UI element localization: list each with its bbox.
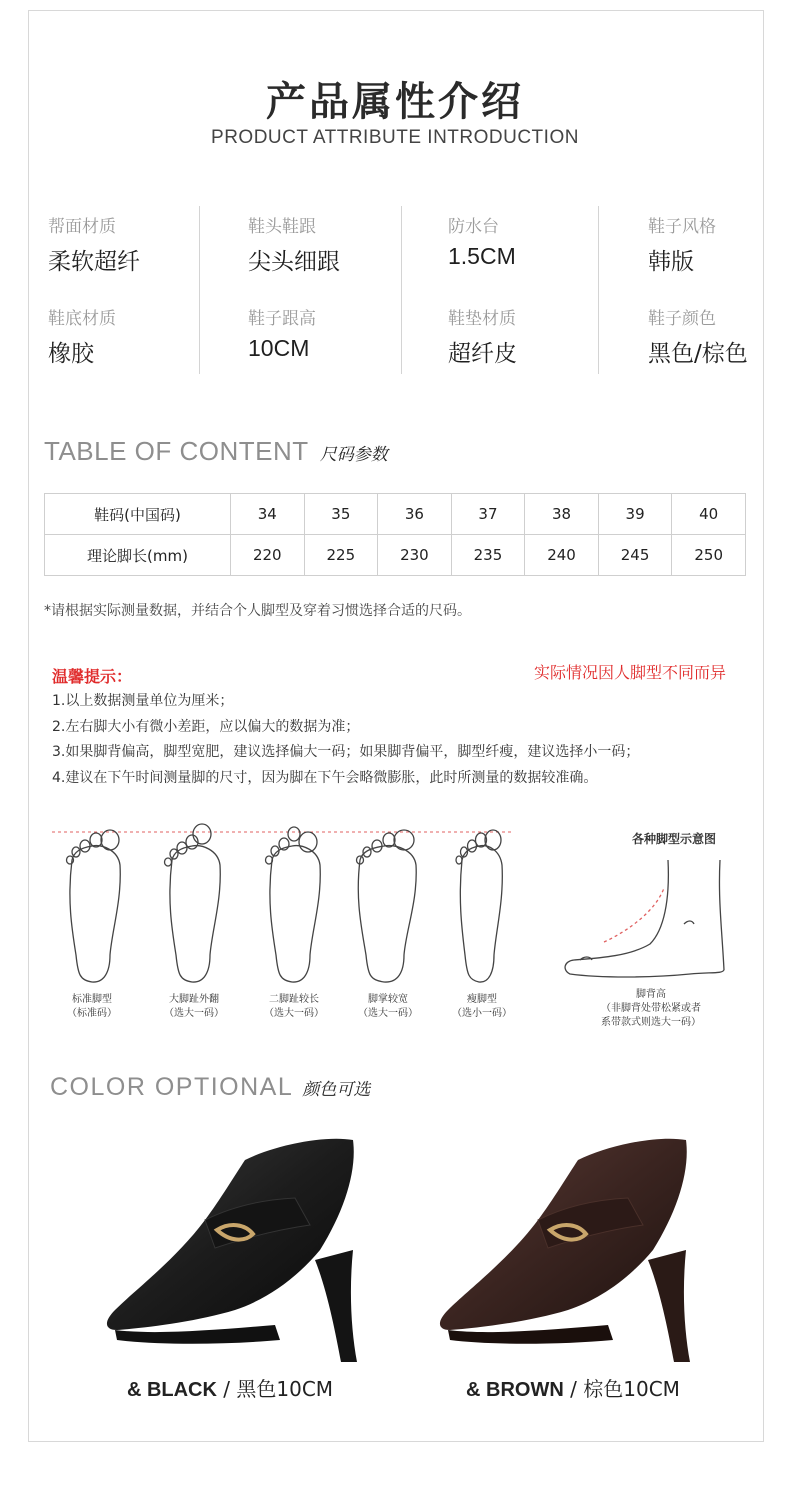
foot-type-advice: （选大一码）: [358, 1008, 418, 1019]
size-note: *请根据实际测量数据，并结合个人脚型及穿着习惯选择合适的尺码。: [44, 603, 471, 619]
tip-item: 1.以上数据测量单位为厘米；: [52, 693, 234, 709]
column-divider: [598, 206, 599, 374]
size-table: [44, 493, 746, 576]
foot-type-advice: （选大一码）: [164, 1008, 224, 1019]
side-foot-advice: （非脚背处带松紧或者: [601, 1003, 701, 1014]
attr-value: 10CM: [248, 335, 310, 361]
color-section-title-cn: 颜色可选: [302, 1080, 371, 1100]
page-title: 产品属性介绍: [266, 79, 524, 125]
tip-item: 3.如果脚背偏高，脚型宽肥，建议选择偏大一码；如果脚背偏平，脚型纤瘦，建议选择小一码；: [52, 744, 640, 760]
foot-outline-icon: [165, 824, 221, 982]
size-section-title-cn: 尺码参数: [319, 445, 388, 465]
foot-type-name: 瘦脚型: [467, 994, 497, 1005]
foot-outline-icon: [67, 830, 121, 982]
attr-label: 鞋底材质: [48, 309, 116, 329]
tips-title: 温馨提示：: [52, 667, 133, 686]
attr-value: 超纤皮: [448, 341, 517, 367]
table-cell: 40: [672, 494, 746, 535]
attr-label: 鞋垫材质: [448, 309, 516, 329]
tip-item: 4.建议在下午时间测量脚的尺寸，因为脚在下午会略微膨胀，此时所测量的数据较准确。: [52, 770, 598, 786]
foot-type-caption: [338, 993, 438, 1021]
black-shoe-image: [95, 1130, 370, 1370]
table-row: [45, 494, 746, 535]
table-cell: 34: [231, 494, 305, 535]
foot-type-advice: （标准码）: [67, 1008, 117, 1019]
foot-types-side-title: 各种脚型示意图: [632, 832, 717, 846]
color-section-title: [50, 1073, 370, 1102]
foot-type-name: 脚掌较宽: [368, 994, 408, 1005]
attr-value: 1.5CM: [448, 243, 516, 269]
tip-item: 2.左右脚大小有微小差距，应以偏大的数据为准；: [52, 719, 360, 735]
color-caption-black: [85, 1373, 375, 1402]
attr-value: 韩版: [648, 249, 694, 275]
table-row: [45, 535, 746, 576]
foot-type-advice: （选小一码）: [452, 1008, 512, 1019]
foot-type-name: 二脚趾较长: [269, 994, 319, 1005]
foot-type-caption: [244, 993, 344, 1021]
color-name-cn: / 黑色10CM: [216, 1377, 334, 1401]
side-foot-name: 脚背高: [636, 989, 666, 1000]
table-row-header: 鞋码(中国码): [45, 494, 231, 535]
table-cell: 240: [525, 535, 599, 576]
attr-label: 鞋子风格: [648, 217, 716, 237]
foot-outline-icon: [357, 830, 417, 982]
foot-type-caption: [144, 993, 244, 1021]
table-cell: 37: [451, 494, 525, 535]
attr-label: 鞋子颜色: [648, 309, 716, 329]
foot-outline-icon: [456, 830, 502, 982]
foot-type-name: 标准脚型: [72, 994, 112, 1005]
table-cell: 38: [525, 494, 599, 535]
foot-outline-icon: [266, 827, 321, 982]
color-name-en: & BLACK: [126, 1379, 217, 1401]
attr-label: 鞋子跟高: [248, 309, 316, 329]
page-subtitle: PRODUCT ATTRIBUTE INTRODUCTION: [211, 127, 579, 148]
attr-label: 帮面材质: [48, 217, 116, 237]
foot-type-caption: [432, 993, 532, 1021]
side-foot-outline-icon: [565, 860, 724, 977]
table-cell: 235: [451, 535, 525, 576]
attr-value: 黑色/棕色: [648, 341, 748, 367]
foot-type-caption: [42, 993, 142, 1021]
table-cell: 245: [598, 535, 672, 576]
side-foot-caption: [586, 988, 716, 1030]
column-divider: [199, 206, 200, 374]
foot-type-advice: （选大一码）: [264, 1008, 324, 1019]
attr-value: 柔软超纤: [48, 249, 140, 275]
color-caption-brown: [428, 1373, 718, 1402]
foot-type-name: 大脚趾外翻: [169, 994, 219, 1005]
table-cell: 250: [672, 535, 746, 576]
size-section-title: [44, 436, 388, 467]
table-row-header: 理论脚长(mm): [45, 535, 231, 576]
column-divider: [401, 206, 402, 374]
size-section-title-en: TABLE OF CONTENT: [44, 436, 309, 466]
attr-label: 防水台: [448, 217, 499, 237]
attr-value: 橡胶: [48, 341, 94, 367]
table-cell: 230: [378, 535, 452, 576]
table-cell: 36: [378, 494, 452, 535]
side-foot-advice: 系带款式则选大一码）: [601, 1017, 701, 1028]
attr-label: 鞋头鞋跟: [248, 217, 316, 237]
color-name-cn: / 棕色10CM: [563, 1377, 680, 1401]
table-cell: 225: [304, 535, 378, 576]
table-cell: 220: [231, 535, 305, 576]
color-section-title-en: COLOR OPTIONAL: [50, 1073, 294, 1101]
table-cell: 39: [598, 494, 672, 535]
brown-shoe-image: [428, 1130, 703, 1370]
attr-value: 尖头细跟: [248, 249, 340, 275]
tips-right-note: 实际情况因人脚型不同而异: [534, 663, 727, 682]
table-cell: 35: [304, 494, 378, 535]
color-name-en: & BROWN: [466, 1379, 564, 1401]
